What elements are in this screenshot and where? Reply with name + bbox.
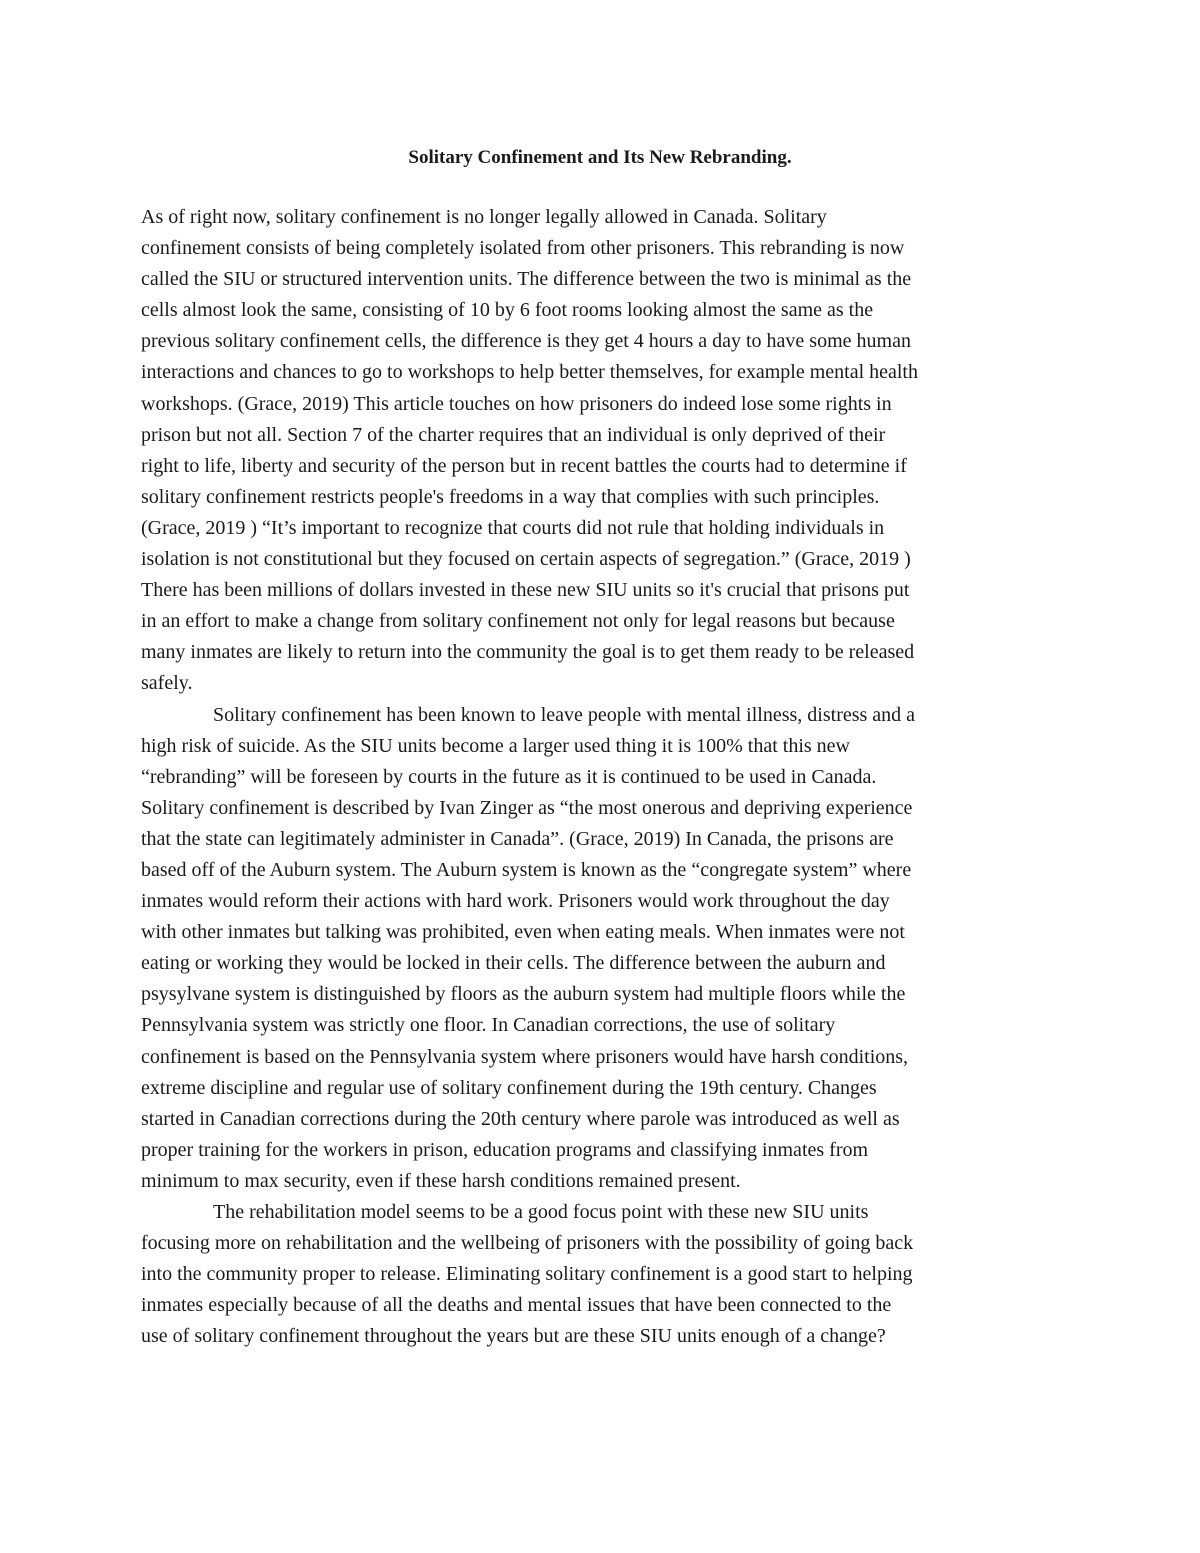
text-line: inmates would reform their actions with hard work. Prisoners would work throughout the day [141,890,890,913]
text-line: Solitary confinement has been known to leave people with mental illness, distress and a [213,703,916,726]
text-line: “rebranding” will be foreseen by courts in the future as it is continued to be used in Canada. [141,765,877,788]
text-line: minimum to max security, even if these harsh conditions remained present. [141,1169,741,1192]
text-line: use of solitary confinement throughout the years but are these SIU units enough of a change? [141,1325,886,1348]
text-line: isolation is not constitutional but they focused on certain aspects of segregation.” (Grace, 2019 ) [141,548,911,571]
paragraph-2 [141,700,1061,1198]
text-line: psysylvane system is distinguished by floors as the auburn system had multiple floors while the [141,983,906,1006]
text-line: safely. [141,672,193,695]
text-line: inmates especially because of all the deaths and mental issues that have been connected to the [141,1294,892,1317]
text-line: The rehabilitation model seems to be a good focus point with these new SIU units [213,1201,869,1223]
text-line: As of right now, solitary confinement is no longer legally allowed in Canada. Solitary [141,206,827,228]
text-line: previous solitary confinement cells, the difference is they get 4 hours a day to have some human [141,330,911,353]
text-line: extreme discipline and regular use of solitary confinement during the 19th century. Changes [141,1076,877,1099]
paragraph-1 [141,202,1061,700]
text-line: right to life, liberty and security of the person but in recent battles the courts had to determine if [141,454,907,477]
text-line: called the SIU or structured intervention units. The difference between the two is minimal as the [141,268,912,291]
paragraph-3 [141,1197,1061,1352]
text-line: focusing more on rehabilitation and the wellbeing of prisoners with the possibility of going back [141,1232,914,1255]
text-line: high risk of suicide. As the SIU units become a larger used thing it is 100% that this new [141,734,850,757]
text-line: based off of the Auburn system. The Auburn system is known as the “congregate system” where [141,858,912,881]
text-line: started in Canadian corrections during the 20th century where parole was introduced as well as [141,1107,900,1130]
text-line: with other inmates but talking was prohibited, even when eating meals. When inmates were not [141,921,905,944]
text-line: workshops. (Grace, 2019) This article touches on how prisoners do indeed lose some rights in [141,392,892,415]
text-line: cells almost look the same, consisting of 10 by 6 foot rooms looking almost the same as the [141,299,874,322]
text-line: that the state can legitimately administer in Canada”. (Grace, 2019) In Canada, the prisons are [141,827,894,850]
text-line: interactions and chances to go to workshops to help better themselves, for example mental health [141,361,918,384]
text-line: confinement is based on the Pennsylvania system where prisoners would have harsh conditions, [141,1045,909,1068]
text-line: confinement consists of being completely isolated from other prisoners. This rebranding is now [141,237,905,260]
document-body [141,202,1061,1352]
text-line: eating or working they would be locked in their cells. The difference between the auburn and [141,952,886,975]
text-line: There has been millions of dollars invested in these new SIU units so it's crucial that prisons put [141,579,910,602]
text-line: proper training for the workers in prison, education programs and classifying inmates from [141,1138,869,1161]
text-line: (Grace, 2019 ) “It’s important to recognize that courts did not rule that holding individuals in [141,516,885,539]
text-line: Solitary confinement is described by Ivan Zinger as “the most onerous and depriving experience [141,796,913,819]
text-line: in an effort to make a change from solitary confinement not only for legal reasons but because [141,610,895,633]
text-line: solitary confinement restricts people's freedoms in a way that complies with such principles. [141,485,880,508]
text-line: prison but not all. Section 7 of the charter requires that an individual is only deprived of their [141,423,886,446]
text-line: Pennsylvania system was strictly one floor. In Canadian corrections, the use of solitary [141,1014,836,1037]
page-title: Solitary Confinement and Its New Rebranding. [408,147,792,168]
text-line: into the community proper to release. Eliminating solitary confinement is a good start to helping [141,1263,913,1286]
text-line: many inmates are likely to return into the community the goal is to get them ready to be released [141,641,915,664]
